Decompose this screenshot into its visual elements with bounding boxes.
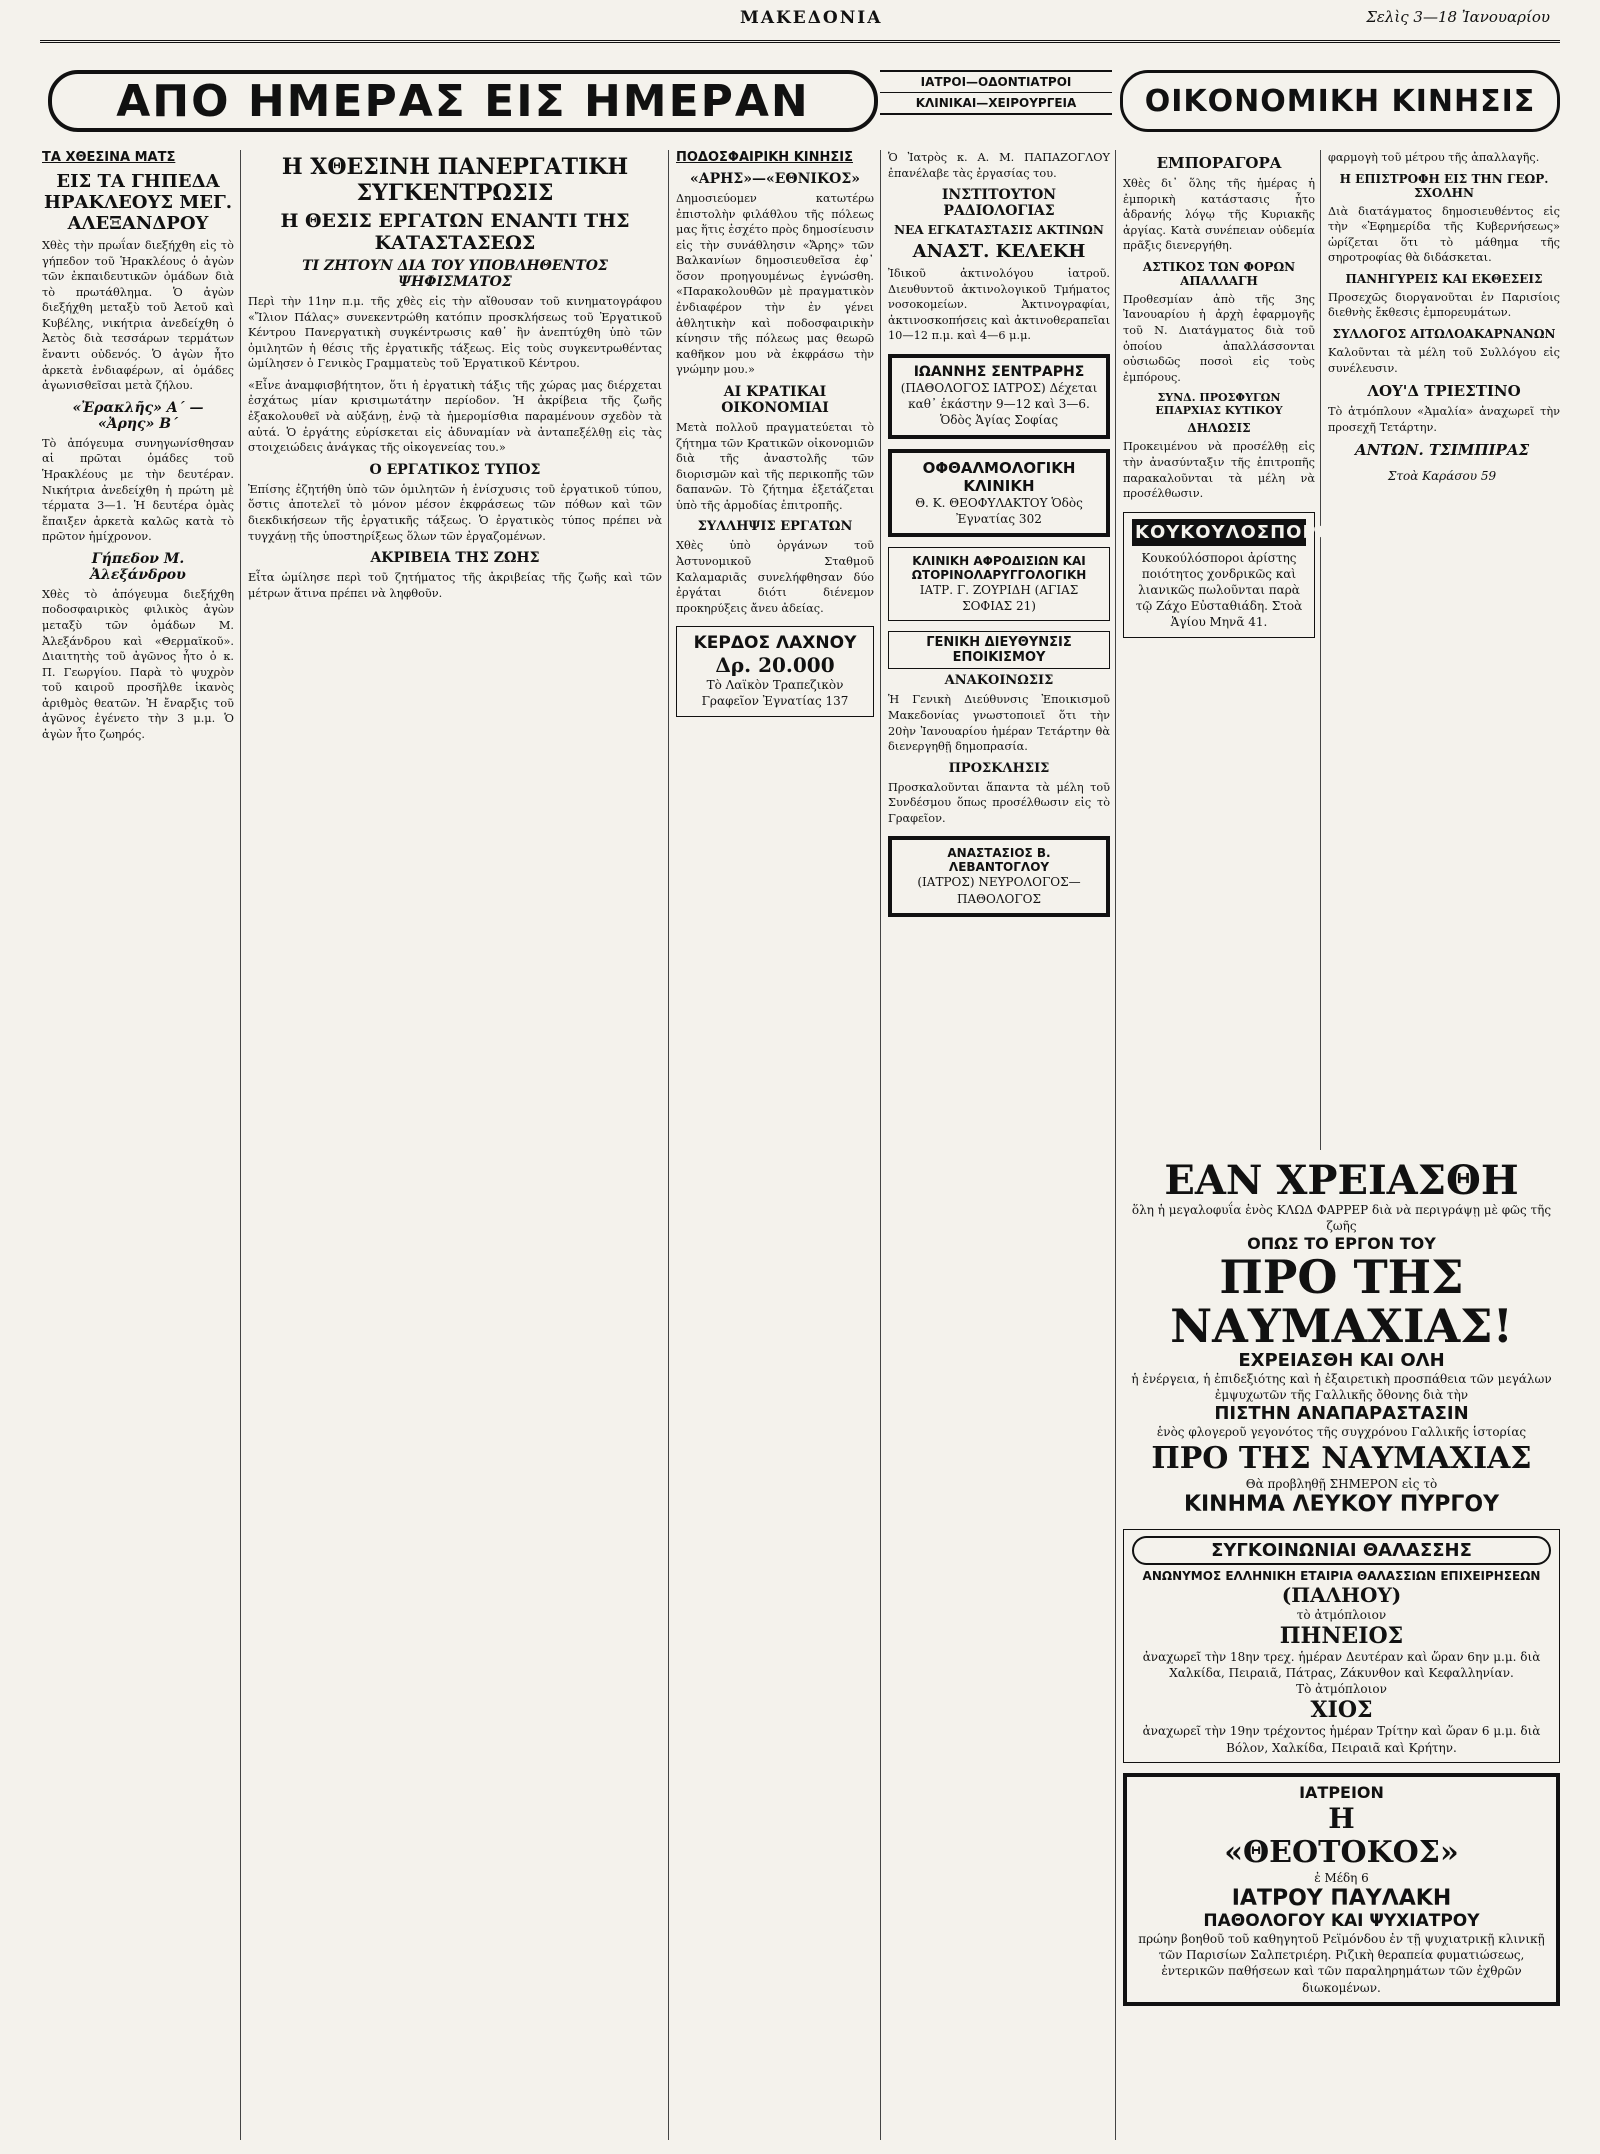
article-headline: «ΑΡΗΣ»—«ΕΘΝΙΚΟΣ» xyxy=(690,171,860,187)
column-rule xyxy=(668,150,669,2140)
section-banner-economic xyxy=(1120,70,1560,132)
notice-headline: ΑΝΑΣΤ. ΚΕΛΕΚΗ xyxy=(912,241,1086,263)
section-banner-main-title: ΑΠΟ ΗΜΕΡΑΣ ΕΙΣ ΗΜΕΡΑΝ xyxy=(116,75,810,127)
film-ad-title: ΠΡΟ ΤΗΣ ΝΑΥΜΑΧΙΑΣ! xyxy=(1170,1250,1513,1353)
merchant-signature: ΑΝΤΩΝ. ΤΣΙΜΠΙΡΑΣ xyxy=(1354,441,1530,460)
article-paragraph: Προσεχῶς διοργανοῦται ἐν Παρισίοις διεθνὴς ἔκθεσις ἐμπορευμάτων. xyxy=(1328,290,1560,320)
article-headline: ΣΥΛΛΟΓΟΣ ΑΙΤΩΛΟΑΚΑΡΝΑΝΩΝ xyxy=(1332,327,1556,342)
doctor-ad xyxy=(888,836,1110,916)
article-paragraph: Τὸ ἀπόγευμα συνηγωνίσθησαν αἱ πρῶται ὁμάδες τοῦ Ἡρακλέους με τὴν δευτέραν. Νικήτρια ἀνεδείχθη ἡ πρώτη μὲ τέρματα 3—1. Ἡ δευτέρα ὁμὰς ἔπαιξεν ἀρκετὰ καλῶς κατὰ τὸ πρῶτον ἡμίχρονον. xyxy=(42,436,234,544)
shipping-ad-line: Τὸ ἀτμόπλοιον xyxy=(1296,1682,1387,1697)
column-rule xyxy=(1115,150,1116,2140)
notice-paragraph: Προσκαλοῦνται ἅπαντα τὰ μέλη τοῦ Συνδέσμου ὅπως προσέλθωσιν εἰς τὸ Γραφεῖον. xyxy=(888,780,1110,825)
masthead xyxy=(40,4,1560,44)
notice-headline: ΓΕΝΙΚΗ ΔΙΕΥΘΥΝΣΙΣ ΕΠΟΙΚΙΣΜΟΥ xyxy=(888,631,1110,669)
shipping-ad-company: (ΠΑΛΗΟΥ) xyxy=(1281,1582,1402,1607)
column-rule xyxy=(240,150,241,2140)
notice-headline: ΠΡΟΣΚΛΗΣΙΣ xyxy=(948,760,1050,776)
masthead-rule xyxy=(40,40,1560,43)
clinic-big-ad xyxy=(1123,1773,1560,2006)
clinic-big-ad-text: πρώην βοηθοῦ τοῦ καθηγητοῦ Ρεϊμόνδου ἐν τῇ ψυχιατρικῇ κλινικῇ τῶν Παρισίων Σαλπετριέρη. Ριζικὴ θεραπεία φυματιώσεως, ἐντερικῶν παθήσεων καὶ τῶν παραληρημάτων τῶν ἐχθρῶν διωκομένων. xyxy=(1138,1932,1545,1995)
page-date: Σελὶς 3—18 Ἰανουαρίου xyxy=(1366,8,1550,26)
article-headline: ΠΑΝΗΓΥΡΕΙΣ ΚΑΙ ΕΚΘΕΣΕΙΣ xyxy=(1345,271,1543,286)
article-subheading: ΣΥΛΛΗΨΙΣ ΕΡΓΑΤΩΝ xyxy=(697,519,853,535)
shipping-ad xyxy=(1123,1529,1560,1763)
article-paragraph: Προκειμένου νὰ προσέλθῃ εἰς τὴν ἀνασύνταξιν τῆς ἐπιτροπῆς παρακαλοῦνται τὰ μέλη νὰ προσέλθωσιν. xyxy=(1123,440,1315,501)
notice-paragraph: Ἰδικοῦ ἀκτινολόγου ἰατροῦ. Διευθυντοῦ ἀκτινολογικοῦ Τμήματος νοσοκομείων. Ἀκτινογραφίαι, ἀκτινοσκοπήσεις καὶ ἀκτινοθεραπεῖαι 10—12 π.μ. καὶ 4—6 μ.μ. xyxy=(888,267,1110,343)
newspaper-title: ΜΑΚΕΔΟΝΙΑ xyxy=(740,8,883,28)
shipping-ad-company: ΑΝΩΝΥΜΟΣ ΕΛΛΗΝΙΚΗ ΕΤΑΙΡΙΑ ΘΑΛΑΣΣΙΩΝ ΕΠΙΧΕΙΡΗΣΕΩΝ xyxy=(1142,1568,1541,1583)
film-ad-sub: ὅλη ἡ μεγαλοφυΐα ἑνὸς ΚΛΩΔ ΦΑΡΡΕΡ διὰ νὰ περιγράψῃ μὲ φῶς τῆς ζωῆς xyxy=(1131,1203,1552,1234)
notice-headline: ΑΝΑΚΟΙΝΩΣΙΣ xyxy=(944,673,1054,689)
film-ad-top: ΕΑΝ ΧΡΕΙΑΣΘΗ xyxy=(1164,1157,1519,1204)
clinic-big-ad-pre: ΙΑΤΡΕΙΟΝ xyxy=(1299,1782,1384,1802)
section-label: ΠΟΔΟΣΦΑΙΡΙΚΗ ΚΙΝΗΣΙΣ xyxy=(676,150,853,165)
article-deck: Η ΘΕΣΙΣ ΕΡΓΑΤΩΝ ΕΝΑΝΤΙ ΤΗΣ ΚΑΤΑΣΤΑΣΕΩΣ xyxy=(280,210,630,254)
article-paragraph: Χθὲς τὴν πρωΐαν διεξήχθη εἰς τὸ γήπεδον τοῦ Ἡρακλέους ὁ ἀγὼν τῶν ἐκπαιδευτικῶν ὁμάδων διὰ τὸ πρωτάθλημα. Ὁ ἀγὼν διεξήχθη μεταξὺ τοῦ Ἀετοῦ καὶ Κυβέλης, νικήτρια ἀνεδείχθη ὁ Ἀετὸς διὰ τεσσάρων τερμάτων ἔναντι οὐδενός. Ὁ ἀγὼν ἦτο ἀρκετὰ ἐνδιαφέρων, αἱ ὁμάδες ἀγωνισθεῖσαι μετὰ ζήλου. xyxy=(42,239,234,393)
article-paragraph: Τὸ ἀτμόπλουν «Ἀμαλία» ἀναχωρεῖ τὴν προσεχῆ Τετάρτην. xyxy=(1328,405,1560,434)
film-ad-text: ἑνὸς φλογεροῦ γεγονότος τῆς συγχρόνου Γαλλικῆς ἱστορίας xyxy=(1156,1425,1527,1440)
film-ad-text: ἡ ἐνέργεια, ἡ ἐπιδεξιότης καὶ ἡ ἐξαιρετικὴ προσπάθεια τῶν μεγάλων ἐμψυχωτῶν τῆς Γαλλικῆς ὄθονης διὰ τὴν xyxy=(1131,1371,1552,1403)
clinic-big-ad-h: Η xyxy=(1328,1801,1355,1835)
article-headline: Η ΧΘΕΣΙΝΗ ΠΑΝΕΡΓΑΤΙΚΗ ΣΥΓΚΕΝΤΡΩΣΙΣ xyxy=(281,154,629,206)
film-ad-mid: ΕΧΡΕΙΑΣΘΗ ΚΑΙ ΟΛΗ xyxy=(1238,1349,1445,1371)
article-subheading: «Ἐρακλῆς» Α΄ — «Ἀρης» Β΄ xyxy=(72,399,204,432)
clinic-ad xyxy=(888,449,1110,537)
article-paragraph: Περὶ τὴν 11ην π.μ. τῆς χθὲς εἰς τὴν αἴθουσαν τοῦ κινηματογράφου «Ἴλιον Πάλας» συνεκεντρώθη κατόπιν προσκλήσεως τοῦ Ἐργατικοῦ Κέντρου Πανεργατικὴ συγκέντρωσις καθ᾽ ἣν ἀνεπτύχθη ὑπὸ τῶν ὁμιλητῶν ἡ θέσις τῆς ἐργατικῆς τάξεως. Εἰς τοὺς συγκεντρωθέντας ὡμίλησεν ὁ Γενικὸς Γραμματεὺς τοῦ Ἐργατικοῦ Κέντρου. xyxy=(248,295,662,371)
clinic-ad xyxy=(888,547,1110,621)
doctor-ad-name: ΙΩΑΝΝΗΣ ΣΕΝΤΡΑΡΗΣ xyxy=(913,364,1085,381)
shipping-ad-line: τὸ ἀτμόπλοιον xyxy=(1296,1607,1387,1622)
clinic-ad-name: ΚΛΙΝΙΚΗ ΑΦΡΟΔΙΣΙΩΝ ΚΑΙ ΩΤΟΡΙΝΟΛΑΡΥΓΓΟΛΟΓΙΚΗ xyxy=(911,553,1087,582)
film-ad-title: ΠΡΟ ΤΗΣ ΝΑΥΜΑΧΙΑΣ xyxy=(1151,1440,1532,1476)
lottery-ad-title: ΚΕΡΔΟΣ ΛΑΧΝΟΥ xyxy=(693,633,857,654)
ship-name: ΧΙΟΣ xyxy=(1310,1697,1373,1724)
doctor-ad-text: (ΠΑΘΟΛΟΓΟΣ ΙΑΤΡΟΣ) Δέχεται καθ᾽ ἑκάστην 9—12 καὶ 3—6. Ὁδὸς Ἁγίας Σοφίας xyxy=(900,381,1098,428)
article-headline: ΔΗΛΩΣΙΣ xyxy=(1187,421,1251,436)
article-headline: ΑΙ ΚΡΑΤΙΚΑΙ ΟΙΚΟΝΟΜΙΑΙ xyxy=(721,383,829,416)
shipping-ad-banner: ΣΥΓΚΟΙΝΩΝΙΑΙ ΘΑΛΑΣΣΗΣ xyxy=(1132,1536,1551,1565)
doctor-ad xyxy=(888,354,1110,439)
section-banner-economic-title: ΟΙΚΟΝΟΜΙΚΗ ΚΙΝΗΣΙΣ xyxy=(1144,83,1536,119)
film-ad-text: Θὰ προβληθῇ ΣΗΜΕΡΟΝ εἰς τὸ xyxy=(1245,1476,1438,1491)
doctor-ad-text: (ΙΑΤΡΟΣ) ΝΕΥΡΟΛΟΓΟΣ—ΠΑΘΟΛΟΓΟΣ xyxy=(917,875,1081,906)
notice-paragraph: Ὁ Ἰατρὸς κ. Α. Μ. ΠΑΠΑΖΟΓΛΟΥ ἐπανέλαβε τὰς ἐργασίας του. xyxy=(888,151,1110,180)
section-banner-main xyxy=(48,70,878,132)
doctors-banner-top: ΙΑΤΡΟΙ—ΟΔΟΝΤΙΑΤΡΟΙ xyxy=(880,70,1112,93)
column-football xyxy=(676,150,874,2140)
merchant-address: Στοὰ Καράσου 59 xyxy=(1387,469,1497,484)
doctors-banner-bottom: ΚΛΙΝΙΚΑΙ—ΧΕΙΡΟΥΡΓΕΙΑ xyxy=(880,93,1112,115)
silkworm-ad-title: ΚΟΥΚΟΥΛΟΣΠΟΡΟΙ xyxy=(1132,519,1306,546)
column-rule xyxy=(1320,150,1321,1150)
lottery-ad-text: Τὸ Λαϊκὸν Τραπεζικὸν Γραφεῖον Ἐγνατίας 137 xyxy=(701,678,849,709)
article-headline: Η ΕΠΙΣΤΡΟΦΗ ΕΙΣ ΤΗΝ ΓΕΩΡ. ΣΧΟΛΗΝ xyxy=(1339,171,1549,200)
article-paragraph: Προθεσμίαν ἀπὸ τῆς 3ης Ἰανουαρίου ἡ ἀρχὴ ἐφαρμογῆς τοῦ Ν. Διατάγματος διὰ τοῦ ὁποίου ἀπαλλάσσονται οὐσιωδῶς ποσοὶ εἰς τοὺς ἐμπόρους. xyxy=(1123,292,1315,384)
article-paragraph: Ἐπίσης ἐζητήθη ὑπὸ τῶν ὁμιλητῶν ἡ ἐνίσχυσις τοῦ ἐργατικοῦ τύπου, ὅστις ἀποτελεῖ τὸ μόνον μέσον ἐκφράσεως τῶν πόθων καὶ τῶν διεκδικήσεων τῆς ἐργατικῆς τάξεως. Ὁ ἐργατικὸς τύπος πρέπει νὰ τυγχάνῃ τῆς ὑποστηρίξεως ὅλων τῶν ἐργαζομένων. xyxy=(248,482,662,543)
clinic-big-ad-addr: ἐ Μέδη 6 xyxy=(1314,1870,1369,1885)
clinic-ad-text: Θ. Κ. ΘΕΟΦΥΛΑΚΤΟΥ Ὁδὸς Ἐγνατίας 302 xyxy=(915,495,1083,526)
article-headline: ΕΙΣ ΤΑ ΓΗΠΕΔΑ ΗΡΑΚΛΕΟΥΣ ΜΕΓ. ΑΛΕΞΑΝΔΡΟΥ xyxy=(43,171,233,234)
notice-headline: ΝΕΑ ΕΓΚΑΤΑΣΤΑΣΙΣ ΑΚΤΙΝΩΝ xyxy=(894,223,1104,238)
article-paragraph: Χθὲς δι᾽ ὅλης τῆς ἡμέρας ἡ ἐμπορικὴ κατάστασις ἦτο ἀδρανής λόγῳ τῆς Κυριακῆς ἀργίας. Κατὰ συνέπειαν οὐδεμία πρᾶξις διενεργήθη. xyxy=(1123,177,1315,253)
shipping-ad-text: ἀναχωρεῖ τὴν 18ην τρεχ. ἡμέραν Δευτέραν καὶ ὥραν 6ην μ.μ. διὰ Χαλκίδα, Πειραιᾶ, Πάτρας, Ζάκυνθον καὶ Κεφαλληνίαν. xyxy=(1142,1649,1541,1681)
silkworm-ad-text: Κουκούλόσποροι ἀρίστης ποιότητος χονδρικῶς καὶ λιανικῶς πωλοῦνται παρὰ τῷ Ζάχο Εὐσταθιάδη. Στοὰ Ἁγίου Μηνᾶ 41. xyxy=(1135,550,1303,630)
article-paragraph: Χθὲς τὸ ἀπόγευμα διεξήχθη ποδοσφαιρικὸς φιλικὸς ἀγὼν μεταξὺ τῶν ὁμάδων Μ. Ἀλεξάνδρου καὶ «Θερμαϊκοῦ». Διαιτητὴς τοῦ ἀγῶνος ἦτο ὁ κ. Π. Γεωργίου. Παρὰ τὸ ψυχρὸν τοῦ καιροῦ προσῆλθε ἱκανὸς ἀριθμὸς θεατῶν. Ἡ ἔναρξις τοῦ ἀγῶνος ἐγένετο τὴν 3 μ.μ. Ὁ ἀγὼν ἦτο ζωηρός. xyxy=(42,587,234,742)
doctor-ad-name: ΑΝΑΣΤΑΣΙΟΣ Β. ΛΕΒΑΝΤΟΓΛΟΥ xyxy=(947,846,1051,875)
film-ad xyxy=(1123,1157,1560,1517)
article-headline: ΕΜΠΟΡΑΓΟΡΑ xyxy=(1156,154,1282,172)
silkworm-ad xyxy=(1123,512,1341,638)
article-paragraph: Χθὲς ὑπὸ ὀργάνων τοῦ Ἀστυνομικοῦ Σταθμοῦ Καλαμαριᾶς συνελήφθησαν δύο ἐργάται διότι διένεμον προκηρύξεις ἄνευ ἀδείας. xyxy=(676,539,874,615)
column-labor xyxy=(248,150,662,2140)
column-doctors xyxy=(888,150,1110,2140)
article-deck: ΤΙ ΖΗΤΟΥΝ ΔΙΑ ΤΟΥ ΥΠΟΒΛΗΘΕΝΤΟΣ ΨΗΦΙΣΜΑΤΟΣ xyxy=(302,258,608,290)
article-subheading: Γήπεδον Μ. Ἀλεξάνδρου xyxy=(90,550,186,583)
column-sports xyxy=(42,150,234,2140)
film-ad-line: ΠΙΣΤΗΝ ΑΝΑΠΑΡΑΣΤΑΣΙΝ xyxy=(1214,1403,1469,1425)
film-ad-cinema: ΚΙΝΗΜΑ ΛΕΥΚΟΥ ΠΥΡΓΟΥ xyxy=(1183,1491,1500,1517)
article-paragraph: Μετὰ πολλοῦ πραγματεύεται τὸ ζήτημα τῶν Κρατικῶν οἰκονομιῶν διὰ τῆς ἀναστολῆς τῶν διορισμῶν καὶ τῆς περικοπῆς τῶν δαπανῶν. Τὸ ζήτημα ἐξετάζεται ὑπὸ τῆς ἁρμοδίας ἐπιτροπῆς. xyxy=(676,420,874,512)
ship-name: ΠΗΝΕΙΟΣ xyxy=(1279,1622,1404,1649)
right-ads-area xyxy=(1123,1157,1560,2140)
article-headline: ΛΟΥ'Δ ΤΡΙΕΣΤΙΝΟ xyxy=(1367,382,1521,401)
film-ad-line: ΟΠΩΣ ΤΟ ΕΡΓΟΝ ΤΟΥ xyxy=(1247,1234,1436,1254)
article-headline: ΑΣΤΙΚΟΣ ΤΩΝ ΦΟΡΩΝ ΑΠΑΛΛΑΓΗ xyxy=(1142,259,1296,288)
column-notices xyxy=(1328,150,1560,1150)
article-paragraph: φαρμογὴ τοῦ μέτρου τῆς ἀπαλλαγῆς. xyxy=(1328,151,1540,164)
section-label: ΤΑ ΧΘΕΣΙΝΑ ΜΑΤΣ xyxy=(42,150,176,165)
shipping-ad-text: ἀναχωρεῖ τὴν 19ην τρέχοντος ἡμέραν Τρίτην καὶ ὥραν 6 μ.μ. διὰ Βόλον, Χαλκίδα, Πειραιᾶ καὶ Κρήτην. xyxy=(1142,1724,1541,1755)
doctors-banner xyxy=(880,70,1112,115)
article-paragraph: «Εἶνε ἀναμφισβήτητον, ὅτι ἡ ἐργατικὴ τάξις τῆς χώρας μας διέρχεται ἐσχάτως μίαν κρισιμωτάτην περίοδον. Ἡ ἀκρίβεια τῆς ζωῆς ἐξακολουθεῖ νὰ αὐξάνῃ, ἐνῷ τὰ ἡμερομίσθια παραμένουν σχεδὸν τὰ αὐτά. Ὁ ἐργάτης εὑρίσκεται εἰς ἀδυναμίαν νὰ ἀνταπεξέλθῃ εἰς τὰς στοιχειώδεις ἀνάγκας τῆς οἰκογενείας του.» xyxy=(248,378,662,455)
column-rule xyxy=(880,150,881,2140)
article-paragraph: Εἶτα ὡμίλησε περὶ τοῦ ζητήματος τῆς ἀκριβείας τῆς ζωῆς καὶ τῶν μέτρων ἅτινα πρέπει νὰ ληφθοῦν. xyxy=(248,571,662,600)
article-subheading: Ο ΕΡΓΑΤΙΚΟΣ ΤΥΠΟΣ xyxy=(369,461,541,478)
article-headline: ΣΥΝΔ. ΠΡΟΣΦΥΓΩΝ ΕΠΑΡΧΙΑΣ ΚΥΤΙΚΟΥ xyxy=(1155,391,1283,418)
article-paragraph: Δημοσιεύομεν κατωτέρω ἐπιστολὴν φιλάθλου τῆς πόλεως μας ἥτις ἐσχέτο πρὸς δημοσίευσιν εἰς τὴν συνάθλησιν «Ἄρης» τῶν Βαλκανίων δημοσιευθεῖσα ἐφ᾽ ὅσον προηγουμένως ἐγνώσθη. «Παρακολουθῶν μὲ πραγματικὸν ἐνδιαφέρον τὴν ἐν γένει ἀθλητικὴν καὶ ποδοσφαιρικὴν κίνησιν τῆς πόλεως μας θεωρῶ καθῆκον μου νὰ ἐκφράσω τὴν γνώμην μου.» xyxy=(676,192,874,377)
clinic-big-ad-doctor: ΙΑΤΡΟΥ ΠΑΥΛΑΚΗ xyxy=(1231,1886,1452,1912)
article-paragraph: Διὰ διατάγματος δημοσιευθέντος εἰς τὴν «Ἐφημερίδα τῆς Κυβερνήσεως» ὡρίζεται ὅτι τὸ μάθημα τῆς σηροτροφίας θὰ διδάσκεται. xyxy=(1328,204,1560,265)
clinic-big-ad-spec: ΠΑΘΟΛΟΓΟΥ ΚΑΙ ΨΥΧΙΑΤΡΟΥ xyxy=(1203,1911,1480,1932)
column-economy xyxy=(1123,150,1341,1150)
notice-paragraph: Ἡ Γενικὴ Διεύθυνσις Ἐποικισμοῦ Μακεδονίας γνωστοποιεῖ ὅτι τὴν 20ὴν Ἰανουαρίου ἡμέραν Τετάρτην θὰ διενεργηθῇ δημοπρασία. xyxy=(888,693,1110,754)
clinic-ad-text: ΙΑΤΡ. Γ. ΖΟΥΡΙΔΗ (ΑΓΙΑΣ ΣΟΦΙΑΣ 21) xyxy=(919,582,1079,614)
clinic-ad-name: ΟΦΘΑΛΜΟΛΟΓΙΚΗ ΚΛΙΝΙΚΗ xyxy=(922,458,1076,495)
clinic-big-ad-name: «ΘΕΟΤΟΚΟΣ» xyxy=(1224,1834,1459,1870)
lottery-ad xyxy=(676,626,874,716)
lottery-ad-amount: Δρ. 20.000 xyxy=(715,653,835,678)
notice-headline: ΙΝΣΤΙΤΟΥΤΟΝ ΡΑΔΙΟΛΟΓΙΑΣ xyxy=(941,187,1057,220)
article-subheading: ΑΚΡΙΒΕΙΑ ΤΗΣ ΖΩΗΣ xyxy=(370,550,540,567)
article-paragraph: Καλοῦνται τὰ μέλη τοῦ Συλλόγου εἰς συνέλευσιν. xyxy=(1328,346,1560,375)
